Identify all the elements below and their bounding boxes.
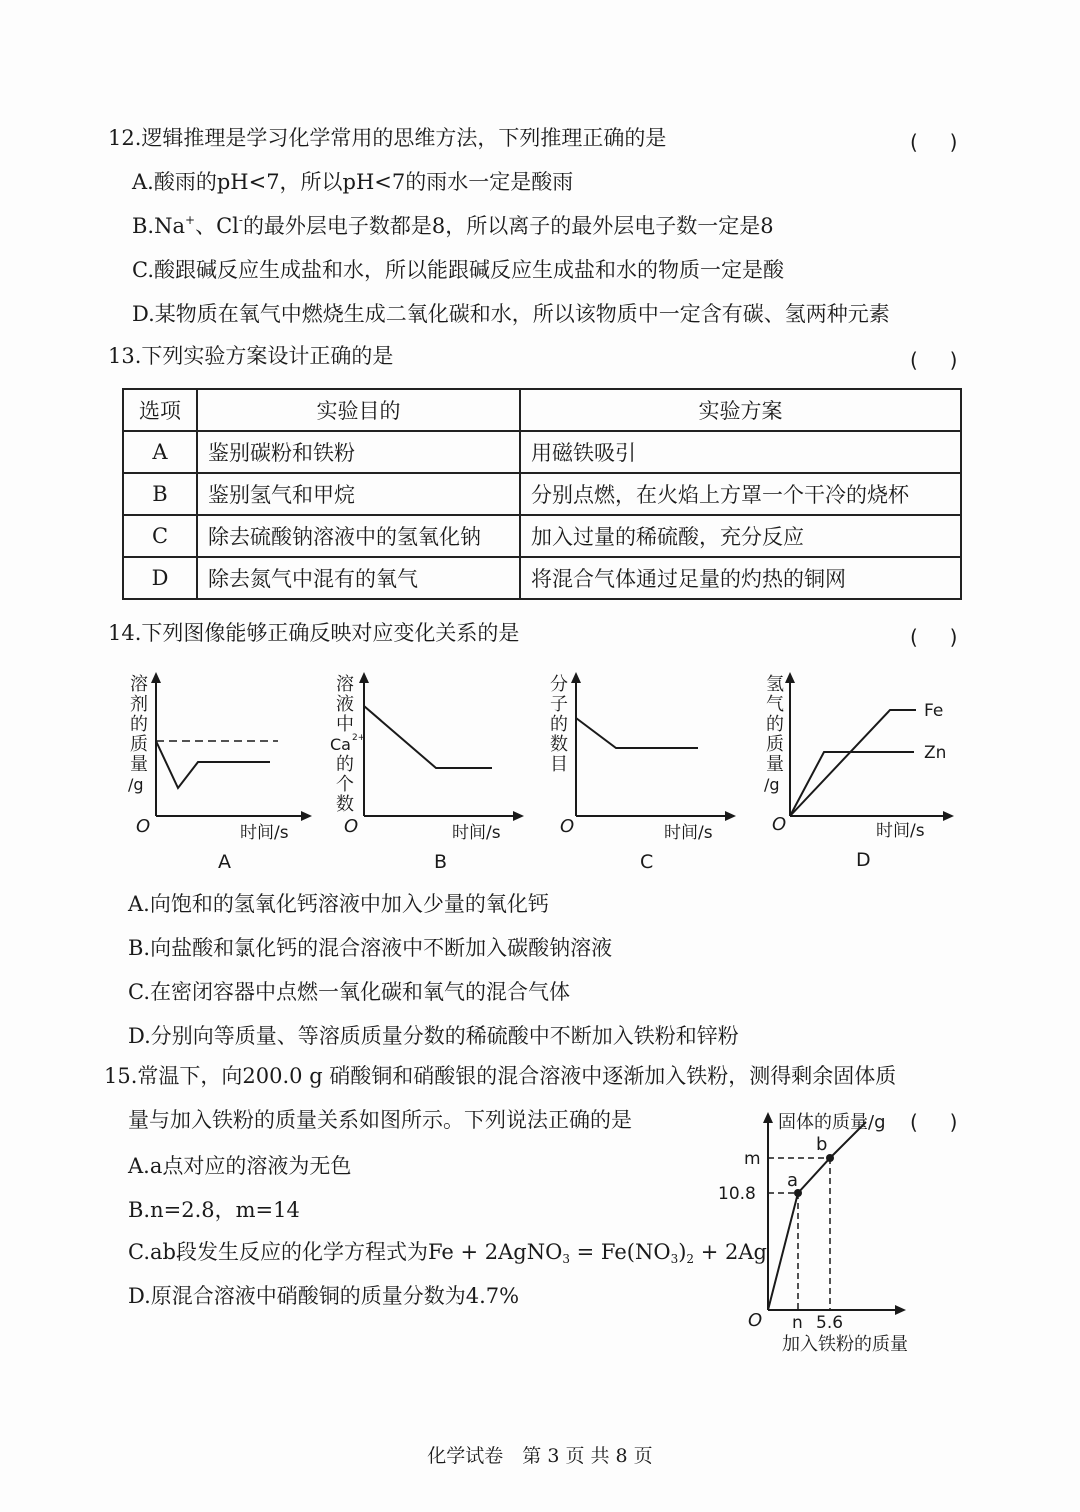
page-footer: 化学试卷 第 3 页 共 8 页 [427, 1445, 653, 1467]
q12-b-minus: - [238, 213, 243, 227]
graph-b-ylabel-6: 个 [336, 774, 354, 795]
q15-graph-label-a: a [787, 1170, 799, 1191]
graph-a-label: A [218, 851, 231, 873]
graph-b-x-arrow [513, 811, 524, 821]
graph-c-ylabel-5: 目 [550, 754, 568, 775]
table-cell: B [123, 473, 197, 515]
graph-d-zn-label: Zn [924, 743, 947, 763]
q15-graph [710, 1104, 930, 1354]
graph-a-ylabel-4: 质 [130, 734, 148, 755]
graph-b-origin: O [344, 816, 359, 837]
q15-answer-bracket: ( ) [910, 1110, 958, 1134]
q12-stem: 12.逻辑推理是学习化学常用的思维方法，下列推理正确的是 [108, 126, 667, 150]
q15-graph-xtick-5-6: 5.6 [816, 1313, 844, 1333]
graph-d-fe-label: Fe [924, 701, 944, 721]
table-cell: 除去氮气中混有的氧气 [197, 557, 520, 599]
q12-b-sep: 、Cl [195, 214, 239, 238]
q13-table [122, 388, 962, 600]
graph-d-ylabel-6: /g [764, 775, 780, 794]
q12-b-plus: + [185, 213, 196, 227]
table-cell: A [123, 431, 197, 473]
table-row [123, 431, 961, 473]
q15-option-a: A.a点对应的溶液为无色 [128, 1154, 352, 1178]
graph-d-zn-line [790, 752, 914, 816]
q15-option-c [128, 1242, 767, 1265]
q15-graph-ytick-m: m [744, 1149, 761, 1169]
graph-c-origin: O [560, 816, 575, 837]
q14-answer-bracket: ( ) [910, 625, 958, 649]
q14-stem: 14.下列图像能够正确反映对应变化关系的是 [108, 621, 520, 645]
graph-a-ylabel-1: 溶 [130, 674, 148, 695]
table-cell: 除去硫酸钠溶液中的氢氧化钠 [197, 515, 520, 557]
q12-option-a: A.酸雨的pH<7，所以pH<7的雨水一定是酸雨 [132, 170, 574, 194]
graph-b-ylabel-4: Ca [330, 735, 351, 754]
q15-graph-x-arrow [895, 1305, 906, 1315]
table-cell: 鉴别氢气和甲烷 [197, 473, 520, 515]
q15-graph-ylabel: 固体的质量/g [778, 1112, 886, 1133]
q15-stem-line2: 量与加入铁粉的质量关系如图所示。下列说法正确的是 [128, 1108, 632, 1132]
graph-d-x-arrow [943, 811, 954, 821]
q14-option-a: A.向饱和的氢氧化钙溶液中加入少量的氧化钙 [128, 892, 549, 916]
graph-c-xlabel: 时间/s [664, 823, 713, 843]
q15-graph-label-b: b [816, 1134, 828, 1155]
graph-b-ylabel-1: 溶 [336, 674, 354, 695]
q12-option-b [132, 213, 774, 238]
table-header-plan: 实验方案 [520, 389, 961, 431]
table-cell: 将混合气体通过足量的灼热的铜网 [520, 557, 961, 599]
graph-a-ylabel-2: 剂 [130, 694, 148, 715]
graph-d-ylabel-5: 量 [766, 754, 784, 775]
table-row [123, 557, 961, 599]
graph-b-ylabel-2: 液 [336, 694, 354, 715]
q15-c-sub2: 3 [670, 1252, 679, 1266]
q12-option-d: D.某物质在氧气中燃烧生成二氧化碳和水，所以该物质中一定含有碳、氢两种元素 [132, 302, 890, 326]
table-header-purpose: 实验目的 [197, 389, 520, 431]
graph-d-label: D [856, 849, 871, 871]
graph-a-x-arrow [301, 811, 312, 821]
q15-c-sub1: 3 [562, 1252, 570, 1266]
graph-d-ylabel-1: 氢 [766, 674, 784, 695]
graph-b-ylabel-7: 数 [336, 794, 354, 815]
graph-b-ylabel-sup: 2+ [352, 733, 366, 743]
q12-option-c: C.酸跟碱反应生成盐和水，所以能跟碱反应生成盐和水的物质一定是酸 [132, 258, 784, 282]
graph-c-ylabel-2: 子 [550, 694, 568, 715]
graph-c-ylabel-4: 数 [550, 734, 568, 755]
graph-d-ylabel-3: 的 [766, 714, 784, 735]
q12-b-prefix: B.Na [132, 214, 186, 238]
graph-d-y-arrow [785, 672, 795, 683]
graph-a-y-arrow [151, 672, 161, 683]
q14-graph-b [326, 668, 532, 874]
q15-c-mid: = Fe(NO [569, 1240, 671, 1264]
graph-c-label: C [640, 851, 654, 873]
q12-answer-bracket: ( ) [910, 130, 958, 154]
q15-c-sub3: 2 [686, 1252, 695, 1266]
graph-c-curve [576, 718, 698, 748]
q15-graph-point-b [826, 1154, 834, 1162]
q15-c-end: + 2Ag [694, 1240, 767, 1264]
table-cell: 加入过量的稀硫酸，充分反应 [520, 515, 961, 557]
q14-graph-d [752, 668, 962, 874]
q13-answer-bracket: ( ) [910, 348, 958, 372]
q15-graph-y-arrow [763, 1112, 773, 1123]
graph-a-ylabel-5: 量 [130, 754, 148, 775]
graph-d-xlabel: 时间/s [876, 821, 925, 841]
table-row [123, 515, 961, 557]
graph-b-label: B [434, 851, 448, 873]
table-cell: 鉴别碳粉和铁粉 [197, 431, 520, 473]
graph-c-ylabel-3: 的 [550, 714, 568, 735]
graph-a-curve [156, 741, 270, 788]
graph-c-ylabel-1: 分 [550, 674, 568, 695]
graph-c-y-arrow [571, 672, 581, 683]
graph-a-xlabel: 时间/s [240, 823, 289, 843]
graph-a-origin: O [136, 816, 151, 837]
q13-stem: 13.下列实验方案设计正确的是 [108, 344, 394, 368]
q12-b-rest: 的最外层电子数都是8，所以离子的最外层电子数一定是8 [242, 214, 774, 238]
table-cell: 用磁铁吸引 [520, 431, 961, 473]
q14-graph-c [540, 668, 744, 874]
table-header-option: 选项 [123, 389, 197, 431]
table-cell: D [123, 557, 197, 599]
graph-c-x-arrow [725, 811, 736, 821]
q14-option-d: D.分别向等质量、等溶质质量分数的稀硫酸中不断加入铁粉和锌粉 [128, 1024, 739, 1048]
table-cell: C [123, 515, 197, 557]
q15-option-d: D.原混合溶液中硝酸铜的质量分数为4.7% [128, 1284, 520, 1308]
q15-graph-origin: O [748, 1310, 763, 1331]
graph-d-origin: O [772, 814, 787, 835]
q14-graph-a [120, 668, 320, 874]
q14-option-b: B.向盐酸和氯化钙的混合溶液中不断加入碳酸钠溶液 [128, 936, 613, 960]
graph-b-y-arrow [359, 672, 369, 683]
graph-d-ylabel-4: 质 [766, 734, 784, 755]
q15-stem-line1: 15.常温下，向200.0 g 硝酸铜和硝酸银的混合溶液中逐渐加入铁粉，测得剩余固体质 [104, 1064, 897, 1088]
graph-b-curve [364, 706, 492, 768]
q15-option-b: B.n=2.8，m=14 [128, 1198, 300, 1222]
q14-option-c: C.在密闭容器中点燃一氧化碳和氧气的混合气体 [128, 980, 570, 1004]
q15-c-pre: C.ab段发生反应的化学方程式为Fe + 2AgNO [128, 1240, 563, 1264]
q15-graph-xlabel: 加入铁粉的质量 [782, 1334, 908, 1354]
q15-graph-xtick-n: n [792, 1313, 803, 1333]
graph-d-fe-line [790, 710, 916, 816]
table-row [123, 473, 961, 515]
graph-b-xlabel: 时间/s [452, 823, 501, 843]
graph-b-ylabel-5: 的 [336, 754, 354, 775]
q15-c-close: ) [678, 1240, 687, 1264]
graph-a-ylabel-3: 的 [130, 714, 148, 735]
graph-d-ylabel-2: 气 [766, 694, 784, 715]
table-header-row [123, 389, 961, 431]
graph-b-ylabel-3: 中 [336, 714, 354, 735]
q15-graph-ytick-10-8: 10.8 [718, 1184, 756, 1204]
graph-a-ylabel-6: /g [128, 775, 144, 794]
table-cell: 分别点燃，在火焰上方罩一个干冷的烧杯 [520, 473, 961, 515]
